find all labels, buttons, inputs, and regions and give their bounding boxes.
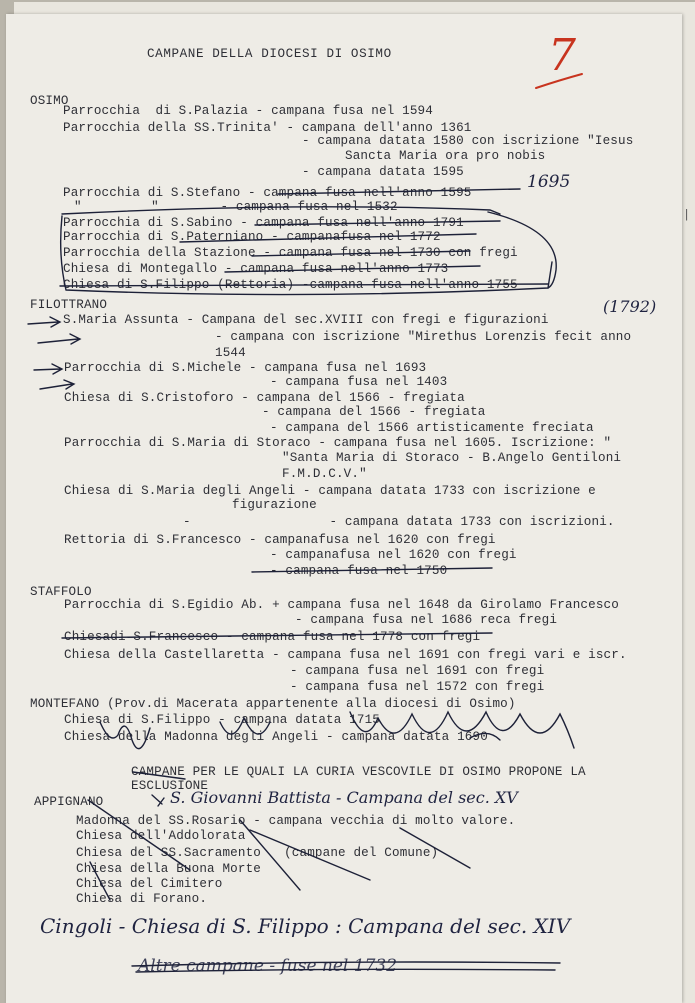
entry-line: - campana fusa nel 1403	[270, 375, 448, 389]
entry-line: Rettoria di S.Francesco - campanafusa nel 1620 con fregi	[64, 533, 496, 547]
edge-mark: |	[683, 208, 691, 222]
handwritten-year: (1792)	[603, 297, 657, 316]
entry-line: S.Maria Assunta - Campana del sec.XVIII con fregi e figurazioni	[63, 313, 549, 327]
section-heading-filottrano: FILOTTRANO	[30, 298, 108, 312]
section-heading-montefano: MONTEFANO (Prov.di Macerata appartenente alla diocesi di Osimo)	[30, 697, 516, 711]
entry-line: Chiesa di S.Filippo (Rettoria) -campana fusa nell'anno 1755	[63, 278, 518, 292]
entry-line: - campana fusa nel 1572 con fregi	[290, 680, 545, 694]
entry-line: Parrocchia di S.Egidio Ab. + campana fusa nel 1648 da Girolamo Francesco	[64, 598, 619, 612]
entry-line: Chiesadi S.Francesco - campana fusa nel 1778 con fregi	[64, 630, 481, 644]
page-number: 7	[548, 30, 576, 81]
entry-line: Parrocchia di S.Sabino - campana fusa nell'anno 1791	[63, 216, 464, 230]
entry-line: - - campana datata 1733 con iscrizioni.	[183, 515, 615, 529]
entry-line: Chiesa di Montegallo - campana fusa nell'anno 1773	[63, 262, 449, 276]
entry-line: - campana del 1566 artisticamente freciata	[270, 421, 594, 435]
entry-line: Parrocchia di S.Paterniano - campanafusa nel 1772	[63, 230, 441, 244]
entry-line: Chiesa della Madonna degli Angeli - campana datata 1690	[64, 730, 488, 744]
section-heading-staffolo: STAFFOLO	[30, 585, 92, 599]
entry-line: Madonna del SS.Rosario - campana vecchia di molto valore.	[76, 814, 516, 828]
entry-line: - campana del 1566 - fregiata	[262, 405, 486, 419]
entry-line: Parrocchia di S.Michele - campana fusa nel 1693	[64, 361, 427, 375]
entry-line: Chiesa di S.Cristoforo - campana del 1566 - fregiata	[64, 391, 465, 405]
entry-line: Parrocchia della Stazione - campana fusa nel 1730 con fregi	[63, 246, 518, 260]
entry-line: Chiesa della Buona Morte	[76, 862, 261, 876]
handwritten-footer-struck: Altre campane - fuse nel 1732	[138, 956, 398, 976]
entry-line: Chiesa del Cimitero	[76, 877, 223, 891]
entry-line: Parrocchia della SS.Trinita' - campana dell'anno 1361	[63, 121, 472, 135]
entry-line: Parrocchia di S.Palazia - campana fusa nel 1594	[63, 104, 433, 118]
handwritten-footer: Cingoli - Chiesa di S. Filippo : Campana del sec. XIV	[40, 914, 571, 938]
entry-line: - campana fusa nel 1750	[270, 564, 448, 578]
entry-line: Parrocchia di S.Stefano - campana fusa nell'anno 1595	[63, 186, 472, 200]
exclusion-heading: ESCLUSIONE	[131, 779, 209, 793]
entry-line: - campana datata 1595	[302, 165, 464, 179]
exclusion-heading: CAMPANE PER LE QUALI LA CURIA VESCOVILE DI OSIMO PROPONE LA	[131, 765, 586, 779]
section-heading-appignano: APPIGNANO	[34, 795, 104, 809]
entry-line: Chiesa del SS.Sacramento (campane del Comune)	[76, 846, 439, 860]
entry-line: figurazione	[232, 498, 317, 512]
section-heading-osimo: OSIMO	[30, 94, 69, 108]
entry-line: Chiesa di Forano.	[76, 892, 208, 906]
handwritten-entry: S. Giovanni Battista - Campana del sec. XV	[170, 788, 518, 807]
entry-line: " " - campana fusa nel 1532	[74, 200, 398, 214]
handwritten-year: 1695	[527, 172, 571, 192]
entry-line: Chiesa dell'Addolorata	[76, 829, 246, 843]
entry-line: - campana fusa nel 1686 reca fregi	[295, 613, 558, 627]
entry-line: "Santa Maria di Storaco - B.Angelo Gentiloni	[282, 451, 622, 465]
document-title: CAMPANE DELLA DIOCESI DI OSIMO	[147, 47, 392, 61]
entry-line: F.M.D.C.V."	[282, 467, 367, 481]
entry-line: Sancta Maria ora pro nobis	[345, 149, 546, 163]
entry-line: Chiesa della Castellaretta - campana fusa nel 1691 con fregi vari e iscr.	[64, 648, 627, 662]
entry-line: Chiesa di S.Filippo - campana datata 1715	[64, 713, 381, 727]
entry-line: - campanafusa nel 1620 con fregi	[270, 548, 517, 562]
entry-line: - campana con iscrizione "Mirethus Lorenzis fecit anno	[215, 330, 632, 344]
entry-line: Chiesa di S.Maria degli Angeli - campana datata 1733 con iscrizione e	[64, 484, 596, 498]
entry-line: - campana datata 1580 con iscrizione "Iesus	[302, 134, 634, 148]
entry-line: Parrocchia di S.Maria di Storaco - campana fusa nel 1605. Iscrizione: "	[64, 436, 612, 450]
entry-line: 1544	[215, 346, 246, 360]
entry-line: - campana fusa nel 1691 con fregi	[290, 664, 545, 678]
